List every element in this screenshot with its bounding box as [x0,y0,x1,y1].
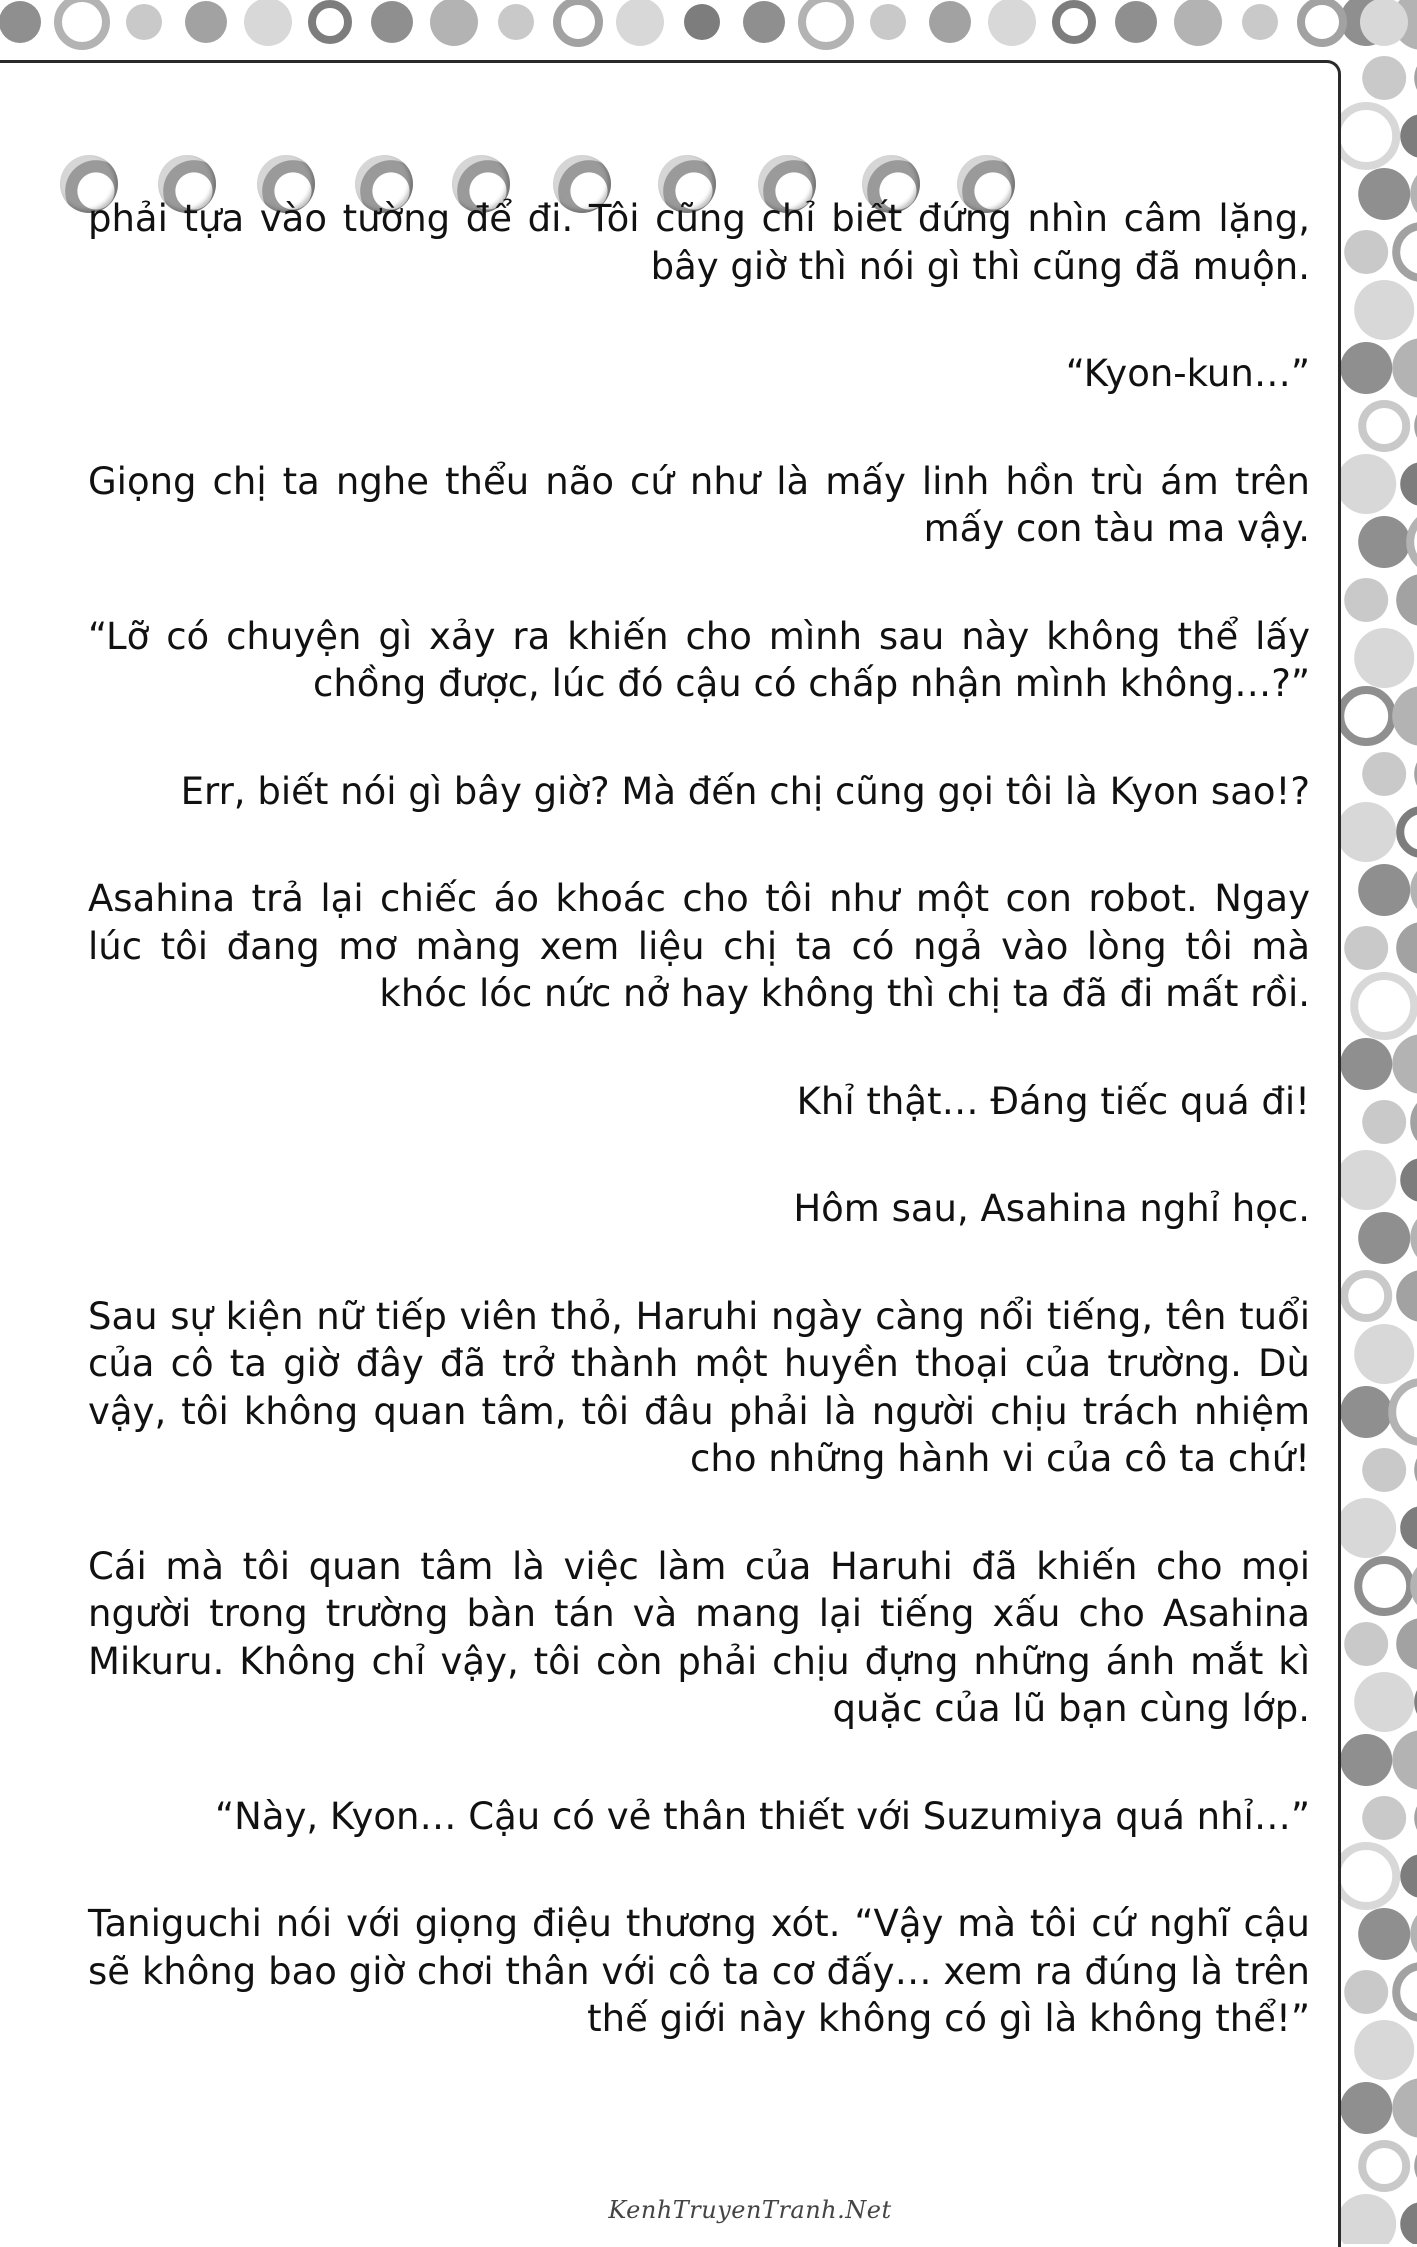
decor-dot [1344,1622,1388,1666]
decor-dot [312,4,348,40]
decor-dot [684,4,720,40]
decor-dot [1340,690,1392,742]
story-paragraph: Err, biết nói gì bây giờ? Mà đến chị cũng gọi tôi là Kyon sao!? [180,769,1310,813]
decor-dot [126,4,162,40]
story-paragraph: Khỉ thật… Đáng tiếc quá đi! [796,1079,1310,1123]
decor-dot [1410,1904,1417,1964]
decor-dot [1354,628,1414,688]
story-paragraph: “Này, Kyon… Cậu có vẻ thân thiết với Suzumiya quá nhỉ…” [214,1794,1310,1838]
decor-dot [1410,860,1417,920]
decor-dot [1336,106,1396,166]
decor-dot [1336,2194,1396,2244]
decor-dot [1362,1448,1406,1492]
decor-dot [1362,56,1406,100]
decor-dot [1410,512,1417,572]
decor-dot [1354,976,1414,1036]
decor-dot [1336,1846,1396,1906]
decor-dot [1344,1970,1388,2014]
decor-dot [371,1,413,43]
decor-dot [1392,1730,1417,1790]
decor-dot [1354,2020,1414,2080]
story-paragraph: Sau sự kiện nữ tiếp viên thỏ, Haruhi ngày càng nổi tiếng, tên tuổi của cô ta giờ đây đã trở thành một huyền thoại của trường. Dù vậy, tôi không quan tâm, tôi đâu phải là người chịu trách nhiệm cho những hành vi của cô ta chứ! [88,1294,1310,1480]
decor-dot [1396,574,1417,626]
decor-dot [988,0,1036,46]
decor-dot [802,0,850,46]
decor-dot [1174,0,1222,46]
decor-dot [1362,1100,1406,1144]
decor-dot [1358,1212,1410,1264]
decor-dot [1410,1208,1417,1268]
decor-dot [1358,1908,1410,1960]
decor-dot [1410,164,1417,224]
decor-dot [1336,802,1396,862]
story-paragraph: Asahina trả lại chiếc áo khoác cho tôi như một con robot. Ngay lúc tôi đang mơ màng xem liệu chị ta có ngả vào lòng tôi mà khóc lóc nức nở hay không thì chị ta đã đi mất rồi. [88,877,1310,1015]
decor-dot [1358,1560,1410,1612]
decor-dot [1336,454,1396,514]
decor-dot [1392,1034,1417,1094]
decor-dot [430,0,478,46]
decor-dot [1358,168,1410,220]
decor-dot [1340,1386,1392,1438]
decor-dot [1336,1150,1396,1210]
decor-dot [1400,114,1417,158]
decor-dot [1340,2082,1392,2134]
decor-dot [743,1,785,43]
decor-dot [1340,1038,1392,1090]
decor-dot [1344,926,1388,970]
decor-dot [58,0,106,46]
decor-dot [870,4,906,40]
story-paragraph: Taniguchi nói với giọng điệu thương xót. “Vậy mà tôi cứ nghĩ cậu sẽ không bao giờ chơi thân với cô ta cơ đấy… xem ra đúng là trên thế giới này không có gì là không thể!” [88,1902,1310,2040]
decor-dot [498,4,534,40]
decor-dot [1354,280,1414,340]
watermark: KenhTruyenTranh.Net [608,2196,892,2224]
decor-dot [1400,1854,1417,1898]
story-paragraph: “Kyon-kun…” [1065,352,1310,395]
decor-dot [1362,2144,1406,2188]
decor-dot [1056,4,1092,40]
story-paragraph: “Lỡ có chuyện gì xảy ra khiến cho mình sau này không thể lấy chồng được, lúc đó cậu có chấp nhận mình không…?” [88,614,1310,705]
story-paragraph: Giọng chị ta nghe thểu não cứ như là mấy linh hồn trù ám trên mấy con tàu ma vậy. [88,459,1310,550]
decor-dot [1396,1618,1417,1670]
decor-dot [1344,578,1388,622]
decor-dot [1344,230,1388,274]
decor-dot [1400,1158,1417,1202]
decor-dot [1400,462,1417,506]
decor-dot [244,0,292,46]
decor-dot [557,1,599,43]
decor-dot [1392,1382,1417,1442]
decor-dot [185,1,227,43]
decor-dot [1301,1,1343,43]
story-paragraph: Cái mà tôi quan tâm là việc làm của Haruhi đã khiến cho mọi người trong trường bàn tán và mang lại tiếng xấu cho Asahina Mikuru. Không chỉ vậy, tôi còn phải chịu đựng những ánh mắt kì quặc của lũ bạn cùng lớp. [88,1544,1310,1730]
decor-dot [1392,2078,1417,2138]
story-paragraph: phải tựa vào tường để đi. Tôi cũng chỉ biết đứng nhìn câm lặng, bây giờ thì nói gì thì cũng đã muộn. [88,197,1310,288]
decor-dot [1340,1734,1392,1786]
decor-dot [1410,1556,1417,1616]
decor-dot [1360,0,1408,46]
decor-dot [1396,1270,1417,1322]
decor-dot [1362,752,1406,796]
decor-dot [1392,338,1417,398]
decor-dot [1396,922,1417,974]
story-paragraph: Hôm sau, Asahina nghỉ học. [793,1187,1310,1230]
decor-dot [1400,2202,1417,2244]
decor-dot [1358,864,1410,916]
decor-dot [1392,686,1417,746]
decor-dot [1354,1672,1414,1732]
decor-dot [1362,404,1406,448]
decor-dot [1400,810,1417,854]
decor-dot [1396,226,1417,278]
decor-dot [1354,1324,1414,1384]
decor-dot [1400,1506,1417,1550]
story-text [88,195,1310,2103]
decor-dot [1358,516,1410,568]
decor-dot [1362,1796,1406,1840]
decor-dot [1344,1274,1388,1318]
decor-dot [1340,342,1392,394]
decor-dot [929,1,971,43]
decor-dot [1115,1,1157,43]
decor-dot [616,0,664,46]
decor-dot [1396,1966,1417,2018]
decor-dot [1336,1498,1396,1558]
decor-dot [1242,4,1278,40]
decor-dot [0,1,41,43]
